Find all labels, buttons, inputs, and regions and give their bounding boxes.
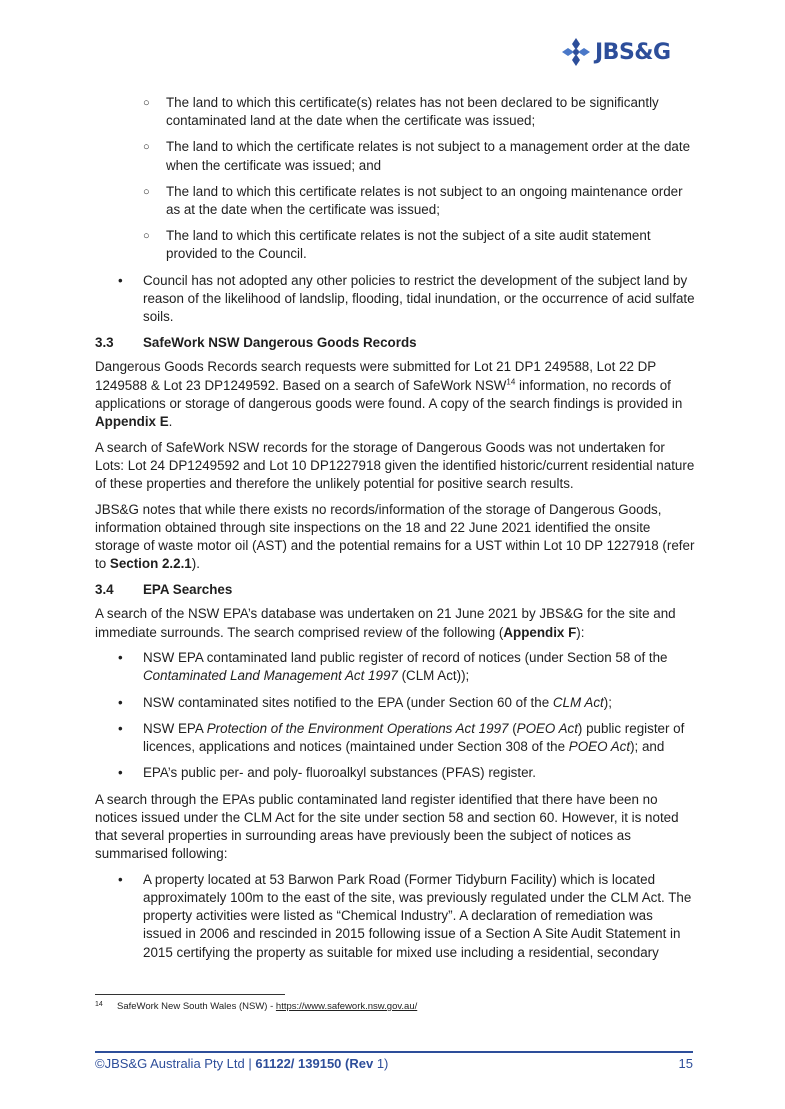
footnote-ref: 14 [506,377,516,387]
list-item: • EPA’s public per- and poly- fluoroalkyl substances (PFAS) register. [95,764,695,782]
circle-bullet-icon: ○ [143,185,150,198]
company-logo [560,34,692,70]
list-item: ○ The land to which the certificate relates is not subject to a management order at the date when the certificate was issued; and [143,139,691,173]
bullet-icon: • [118,720,123,736]
jbsg-logo-icon [560,36,592,68]
paragraph: A search of SafeWork NSW records for the storage of Dangerous Goods was not undertaken for Lots: Lot 24 DP1249592 and Lot 10 DP1227918 given the identified historic/current residential nature of these properties and therefore the unlikely potential for positive search results. [95,439,695,492]
bullet-icon: • [118,871,123,887]
logo-text: JBS&G [595,39,671,65]
paragraph: JBS&G notes that while there exists no records/information of the storage of Dangerous Goods, information obtained through site inspections on the 18 and 22 June 2021 identified the onsite storage of waste motor oil (AST) and the potential remains for a UST within Lot 10 DP 1227918 (refer to Section 2.2.1). [95,501,695,572]
footer-reference: ©JBS&G Australia Pty Ltd | 61122/ 139150 (Rev 1) [95,1056,389,1071]
list-item: ○ The land to which this certificate relates is not subject to an ongoing maintenance order as at the date when the certificate was issued; [143,183,683,218]
section-heading-3-3: 3.3 SafeWork NSW Dangerous Goods Records [95,335,417,351]
section-heading-3-4: 3.4 EPA Searches [95,582,233,598]
bullet-icon: • [118,272,123,288]
page-footer [95,1056,693,1071]
list-item: • NSW contaminated sites notified to the EPA (under Section 60 of the CLM Act); [95,694,695,712]
bullet-icon: • [118,650,123,666]
notice-property-list [95,871,695,962]
paragraph: A search through the EPAs public contaminated land register identified that there have been no notices issued under the CLM Act for the site under section 58 and section 60. However, it is noted that several properties in surrounding areas have previously been the subject of notices as summarised following: [95,791,679,862]
safework-link[interactable]: https://www.safework.nsw.gov.au/ [275,1001,418,1012]
sub-bullet-list [95,94,695,264]
list-item: ○ The land to which this certificate relates is not the subject of a site audit statement provided to the Council. [143,228,651,262]
circle-bullet-icon: ○ [143,230,150,243]
list-item: • A property located at 53 Barwon Park Road (Former Tidyburn Facility) which is located approximately 100m to the east of the site, was previously regulated under the CLM Act. The property activities were listed as “Chemical Industry”. A declaration of remediation was issued in 2006 and rescinded in 2015 following issue of a Section A Site Audit Statement in 2015 certifying the property as suitable for mixed use including a residential, secondary [118,871,692,960]
document-body [95,94,695,970]
bullet-icon: • [118,694,123,710]
footnote-divider [95,994,285,995]
page-number: 15 [678,1056,693,1071]
list-item: • Council has not adopted any other policies to restrict the development of the subject land by reason of the likelihood of landslip, flooding, tidal inundation, or the occurrence of acid sulfate soils. [118,272,695,325]
circle-bullet-icon: ○ [143,141,150,154]
circle-bullet-icon: ○ [143,97,150,109]
footnote: 14 SafeWork New South Wales (NSW) - https://www.safework.nsw.gov.au/ [95,1001,418,1012]
footer-divider [95,1051,693,1053]
list-item: • NSW EPA Protection of the Environment Operations Act 1997 (POEO Act) public register of licences, applications and notices (maintained under Section 308 of the POEO Act); and [118,720,685,755]
bullet-icon: • [118,765,123,781]
list-item: • NSW EPA contaminated land public register of record of notices (under Section 58 of the Contaminated Land Management Act 1997 (CLM Act)); [118,650,668,684]
list-item: ○ The land to which this certificate(s) relates has not been declared to be significantly contaminated land at the date when the certificate was issued; [143,95,659,129]
epa-search-list [95,649,695,782]
council-bullet-list [95,272,695,327]
paragraph: Dangerous Goods Records search requests were submitted for Lot 21 DP1 249588, Lot 22 DP 1249588 & Lot 23 DP1249592. Based on a search of SafeWork NSW$^{14}$ information, no records of applications or storage of dangerous goods were found. A copy of the search findings is provided in Appendix E. [95,359,683,430]
paragraph: A search of the NSW EPA’s database was undertaken on 21 June 2021 by JBS&G for the site and immediate surrounds. The search comprised review of the following (Appendix F): [95,606,676,640]
